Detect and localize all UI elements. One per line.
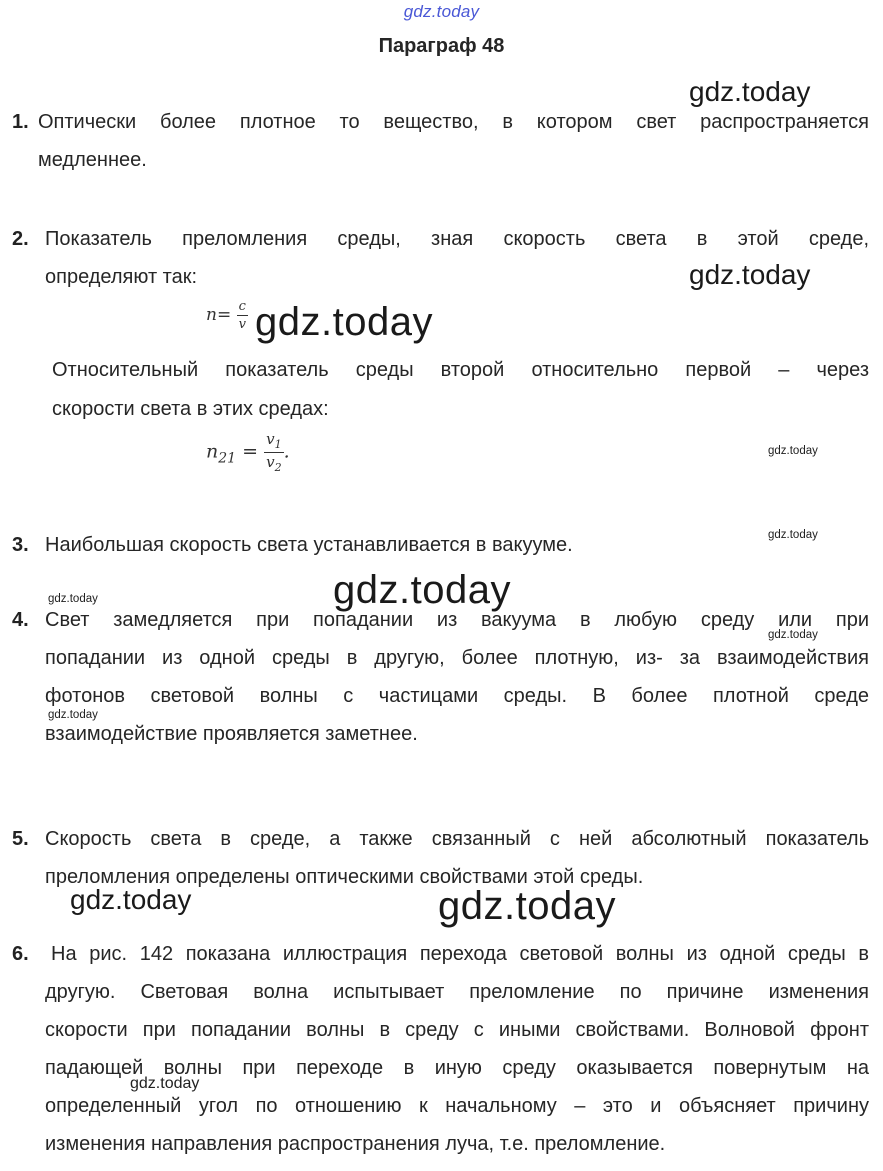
item-number: 2. <box>12 228 29 250</box>
item-number: 1. <box>12 111 29 133</box>
item-text-line: На рис. 142 показана иллюстрация перехода световой волны из одной среды в <box>51 943 869 965</box>
formula-equals: = <box>216 305 232 325</box>
formula-lhs-sub: 21 <box>218 450 237 467</box>
item-text-line: фотонов световой волны с частицами среды. В более плотной среде <box>45 685 869 707</box>
formula-refraction-index <box>206 300 248 331</box>
watermark: gdz.today <box>768 629 818 641</box>
item-text-line: Относительный показатель среды второй относительно первой – через <box>52 359 869 381</box>
item-text-line: Скорость света в среде, а также связанный с ней абсолютный показатель <box>45 828 869 850</box>
formula-period: . <box>283 440 290 463</box>
item-text-line: другую. Световая волна испытывает преломление по причине изменения <box>45 981 869 1003</box>
page-title: Параграф 48 <box>378 35 505 57</box>
formula-denominator: v <box>238 317 246 332</box>
formula-numerator: c <box>238 299 246 314</box>
formula-fraction <box>237 300 248 331</box>
item-number: 5. <box>12 828 29 850</box>
watermark: gdz.today <box>48 593 98 605</box>
item-text-line: изменения направления распространения луча, т.е. преломление. <box>45 1133 666 1155</box>
watermark: gdz.today <box>130 1075 200 1092</box>
watermark: gdz.today <box>438 884 616 928</box>
item-text-line: Свет замедляется при попадании из вакуума в любую среду или при <box>45 609 869 631</box>
item-text-line: скорости при попадании волны в среду с иными свойствами. Волновой фронт <box>45 1019 869 1041</box>
item-text-line: Наибольшая скорость света устанавливается в вакууме. <box>45 534 573 556</box>
item-text-line: определенный угол по отношению к начальному – это и объясняет причину <box>45 1095 869 1117</box>
item-text-line: Показатель преломления среды, зная скорость света в этой среде, <box>45 228 869 250</box>
watermark: gdz.today <box>48 709 98 721</box>
item-text-line: падающей волны при переходе в иную среду оказывается повернутым на <box>45 1057 869 1079</box>
formula-relative-index <box>206 432 290 473</box>
formula-lhs: n <box>206 440 219 463</box>
watermark: gdz.today <box>768 529 818 541</box>
item-number: 4. <box>12 609 29 631</box>
site-logo[interactable]: gdz.today <box>403 2 480 21</box>
watermark: gdz.today <box>255 300 433 344</box>
watermark: gdz.today <box>70 884 192 915</box>
item-text-line: взаимодействие проявляется заметнее. <box>45 723 418 745</box>
formula-denominator: $v_2$ <box>266 453 282 474</box>
watermark: gdz.today <box>689 259 811 290</box>
item-text-line: попадании из одной среды в другую, более плотную, из- за взаимодействия <box>45 647 869 669</box>
formula-equals: = <box>242 440 265 463</box>
item-number: 3. <box>12 534 29 556</box>
item-number: 6. <box>12 943 29 965</box>
formula-fraction <box>264 432 283 473</box>
item-text-line: преломления определены оптическими свойствами этой среды. <box>45 866 644 888</box>
watermark: gdz.today <box>333 568 511 612</box>
item-text-line: определяют так: <box>45 266 198 288</box>
watermark: gdz.today <box>768 445 818 457</box>
formula-lhs: n <box>206 305 217 325</box>
item-text-line: скорости света в этих средах: <box>52 398 329 420</box>
watermark: gdz.today <box>689 76 811 107</box>
item-text-line: медленнее. <box>38 149 147 171</box>
item-text-line: Оптически более плотное то вещество, в котором свет распространяется <box>38 111 869 133</box>
formula-numerator: $v_1$ <box>266 430 282 451</box>
